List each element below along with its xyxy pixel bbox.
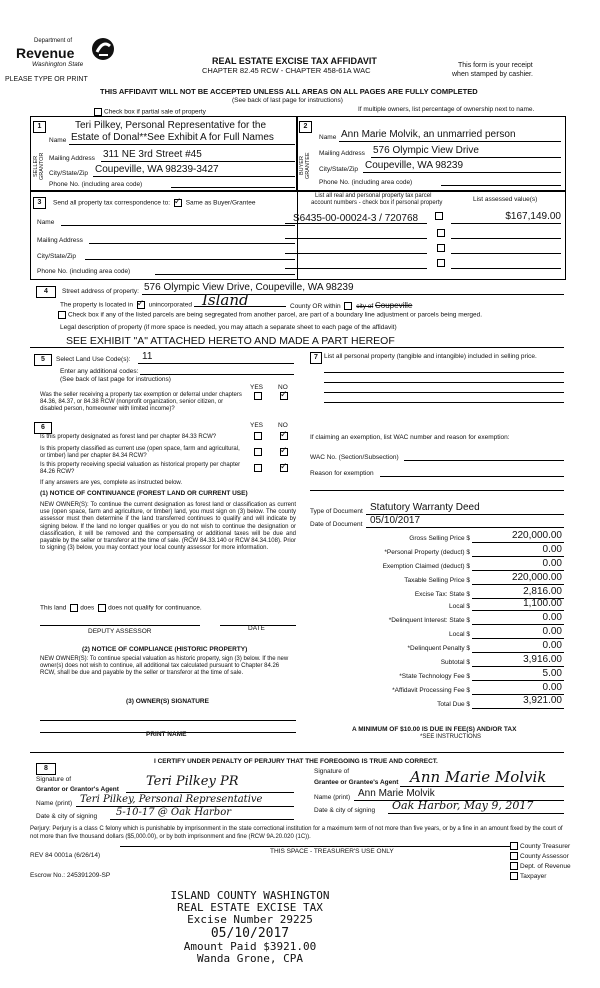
personal-property-checkbox-3[interactable] bbox=[437, 244, 445, 252]
stamp-line: ISLAND COUNTY WASHINGTON bbox=[170, 889, 330, 902]
county-or-within-row bbox=[290, 301, 412, 310]
tax-row-value: 1,100.00 bbox=[523, 598, 562, 609]
county-handwritten: Island bbox=[202, 291, 249, 309]
seller-name-line2: Estate of Donal**See Exhibit A for Full Names bbox=[71, 132, 274, 143]
see-instructions: *SEE INSTRUCTIONS bbox=[420, 734, 482, 740]
county-treasurer-checkbox[interactable] bbox=[510, 842, 518, 850]
tax-row-value: 0.00 bbox=[542, 626, 562, 637]
does-not-checkbox[interactable] bbox=[98, 604, 106, 612]
dor-logo-icon bbox=[90, 36, 116, 62]
stamp-line: Wanda Grone, CPA bbox=[197, 952, 303, 965]
same-as-buyer-checkbox[interactable] bbox=[174, 199, 182, 207]
notice-1-text: NEW OWNER(S): To continue the current designation as forest land or classification as current use (open space, farm and agriculture, or timber) land, you must sign on (3) below. The county assessor must then determine if the land transferred continues to qualify and will indicate by signing below. If the land no longer qualifies or you do not wish to continue the designation or classification, it will be removed and the compensating or additional taxes will be due and payable by the seller or transferor at the time of sale. (RCW 84.33.140 or RCW 84.34.108). Prior to signing (3) below, you may contact your local county assessor for more information. bbox=[40, 502, 296, 552]
partial-sale-row bbox=[92, 108, 206, 116]
additional-codes-label: Enter any additional codes: bbox=[60, 368, 139, 375]
dept-label: Department of bbox=[34, 38, 73, 44]
no-header-5: NO bbox=[278, 384, 288, 391]
seller-city-label: City/State/Zip bbox=[49, 170, 89, 177]
tax-row-value: 3,921.00 bbox=[523, 695, 562, 706]
tax-row-value: 0.00 bbox=[542, 544, 562, 555]
grantor-agent-label: Grantor or Grantor's Agent bbox=[36, 786, 119, 793]
buyer-mailing: 576 Olympic View Drive bbox=[373, 145, 479, 156]
escrow-number: Escrow No.: 245391209-SP bbox=[30, 872, 111, 879]
seller-mailing: 311 NE 3rd Street #45 bbox=[103, 149, 202, 160]
grantor-date-label: Date & city of signing bbox=[36, 813, 98, 820]
send-to-row bbox=[53, 199, 255, 207]
section-number: 3 bbox=[33, 197, 46, 209]
forest-yes-checkbox[interactable] bbox=[254, 432, 262, 440]
located-in-label: The property is located in bbox=[60, 301, 133, 309]
tax-row-label: Excise Tax: State $ bbox=[414, 591, 470, 598]
notice-2-title: (2) NOTICE OF COMPLIANCE (HISTORIC PROPERTY) bbox=[82, 646, 248, 653]
if-yes-note: If any answers are yes, complete as instructed below. bbox=[40, 480, 183, 486]
historic-question: Is this property receiving special valuation as historical property per chapter 84.26 RCW? bbox=[40, 462, 241, 475]
tax-row-label: *Affidavit Processing Fee $ bbox=[392, 687, 470, 694]
current-use-no-checkbox[interactable] bbox=[280, 448, 288, 456]
city-of-label: city of bbox=[356, 303, 374, 310]
buyer-side-label: BUYER GRANTEE bbox=[299, 152, 311, 180]
tax-row-value: 0.00 bbox=[542, 612, 562, 623]
notice-2-text: NEW OWNER(S): To continue special valuation as historic property, sign (3) below. If the new owner(s) does not wish to continue, all additional tax calculated pursuant to Chapter 84.26 RCW, shall be due and payable by the seller or transferor at the time of sale. bbox=[40, 656, 289, 677]
tax-row-value: 0.00 bbox=[542, 640, 562, 651]
stamp-line: Amount Paid $3921.00 bbox=[183, 940, 317, 953]
section-5 bbox=[30, 350, 296, 416]
buyer-name: Ann Marie Molvik, an unmarried person bbox=[341, 129, 516, 140]
land-use-code: 11 bbox=[142, 351, 153, 362]
legal-description: SEE EXHIBIT "A" ATTACHED HERETO AND MADE A PART HEREOF bbox=[66, 335, 395, 347]
partial-sale-label: Check box if partial sale of property bbox=[104, 108, 206, 116]
does-label: does bbox=[80, 604, 95, 612]
segregated-row bbox=[56, 311, 482, 319]
segregated-checkbox[interactable] bbox=[58, 311, 66, 319]
grantee-sig-label: Signature of bbox=[314, 768, 350, 775]
seller-phone-label: Phone No. (including area code) bbox=[49, 181, 143, 188]
exemption-claim-label: If claiming an exemption, list WAC number and reason for exemption: bbox=[310, 434, 510, 441]
taxpayer-checkbox[interactable] bbox=[510, 872, 518, 880]
current-use-yes-checkbox[interactable] bbox=[254, 448, 262, 456]
section-4-number: 4 bbox=[36, 286, 56, 298]
land-use-label: Select Land Use Code(s): bbox=[56, 356, 131, 363]
send-to-label: Send all property tax correspondence to: bbox=[53, 199, 171, 207]
grantee-agent-label: Grantee or Grantee's Agent bbox=[314, 779, 399, 786]
historic-yes-checkbox[interactable] bbox=[254, 464, 262, 472]
grantor-signature: Teri Pilkey PR bbox=[146, 774, 239, 789]
tax-row-value: 0.00 bbox=[542, 558, 562, 569]
land-use-see-back: (See back of last page for instructions) bbox=[60, 376, 171, 383]
grantee-name-label: Name (print) bbox=[314, 794, 351, 801]
treasurer-receipt-stamp bbox=[150, 890, 350, 965]
tax-row-value: 2,816.00 bbox=[523, 586, 562, 597]
seller-name-label: Name bbox=[49, 137, 67, 144]
tax-row-label: Subtotal $ bbox=[440, 659, 470, 666]
corr-city-label: City/State/Zip bbox=[37, 253, 77, 260]
buyer-phone-label: Phone No. (including area code) bbox=[319, 179, 413, 186]
corr-phone-label: Phone No. (including area code) bbox=[37, 268, 131, 275]
county-assessor-label: County Assessor bbox=[520, 853, 569, 860]
taxpayer-label: Taxpayer bbox=[520, 873, 547, 880]
tax-row-label: Taxable Selling Price $ bbox=[404, 577, 470, 584]
parcel-header-1: List all real and personal property tax parcel bbox=[315, 193, 432, 199]
section-number: 6 bbox=[34, 422, 52, 434]
county-assessor-checkbox[interactable] bbox=[510, 852, 518, 860]
street-label: Street address of property: bbox=[62, 288, 139, 295]
exemption-question: Was the seller receiving a property tax exemption or deferral under chapters 84.36, 84.37, or 84.38 RCW (nonprofit organization, senior citizen, or disabled person, homeowner with limited income)? bbox=[40, 392, 242, 412]
receipt-note-1: This form is your receipt bbox=[458, 62, 533, 69]
form-title: REAL ESTATE EXCISE TAX AFFIDAVIT bbox=[212, 56, 377, 66]
buyer-mailing-label: Mailing Address bbox=[319, 150, 365, 157]
grantor-printed-name: Teri Pilkey, Personal Representative bbox=[80, 794, 263, 805]
distribution-checks bbox=[508, 842, 571, 882]
historic-no-checkbox[interactable] bbox=[280, 464, 288, 472]
see-back-text: (See back of last page for instructions) bbox=[232, 97, 343, 104]
wac-label: WAC No. (Section/Subsection) bbox=[310, 454, 399, 461]
segregated-label: Check box if any of the listed parcels are being segregated from another parcel, are part of a boundary line adjustment or parcels being merged. bbox=[68, 311, 483, 319]
dept-revenue-checkbox[interactable] bbox=[510, 862, 518, 870]
tax-row-label: Total Due $ bbox=[437, 701, 470, 708]
does-not-label: does not qualify for continuance. bbox=[108, 604, 202, 612]
date-label: DATE bbox=[248, 625, 265, 632]
please-type: PLEASE TYPE OR PRINT bbox=[5, 76, 88, 83]
legal-desc-label: Legal description of property (if more space is needed, you may attach a separate sheet to each page of the affidavit) bbox=[60, 324, 397, 331]
tax-row-label: *Personal Property (deduct) $ bbox=[384, 549, 470, 556]
perjury-statement: Perjury: Perjury is a class C felony which is punishable by imprisonment in the state correctional institution for a maximum term of not more than five years, or by a fine in an amount fixed by the court of not more than five thousand dollars ($5,000.00), or by both imprisonment and fine (RCW 9A.20.020 (1C)). bbox=[30, 826, 563, 840]
located-row bbox=[60, 301, 192, 309]
deputy-assessor-label: DEPUTY ASSESSOR bbox=[88, 628, 152, 635]
section-7-number: 7 bbox=[310, 352, 322, 364]
exemption-yes-checkbox[interactable] bbox=[254, 392, 262, 400]
no-header-6: NO bbox=[278, 422, 288, 429]
assessed-value: $167,149.00 bbox=[505, 211, 561, 222]
grantee-signature: Ann Marie Molvik bbox=[410, 768, 547, 786]
rev-number: REV 84 0001a (6/26/14) bbox=[30, 852, 101, 859]
county-treasurer-label: County Treasurer bbox=[520, 843, 571, 850]
grantor-name-label: Name (print) bbox=[36, 800, 73, 807]
doc-date: 05/10/2017 bbox=[370, 515, 421, 526]
corr-name-label: Name bbox=[37, 219, 55, 226]
section-1-seller bbox=[30, 116, 298, 192]
tax-row-label: Local $ bbox=[449, 631, 470, 638]
section-8-number: 8 bbox=[36, 763, 56, 775]
multiple-owners-note: If multiple owners, list percentage of ownership next to name. bbox=[358, 106, 535, 113]
reason-label: Reason for exemption bbox=[310, 470, 374, 477]
tax-row-label: Local $ bbox=[449, 603, 470, 610]
tax-row-label: Exemption Claimed (deduct) $ bbox=[382, 563, 470, 570]
tax-row-value: 220,000.00 bbox=[511, 530, 562, 541]
buyer-name-label: Name bbox=[319, 134, 337, 141]
grantee-date-label: Date & city of signing bbox=[314, 807, 376, 814]
unincorporated-label: unincorporated bbox=[148, 301, 192, 309]
section-6 bbox=[30, 420, 296, 740]
seller-city: Coupeville, WA 98239-3427 bbox=[95, 164, 219, 175]
this-land-label: This land bbox=[40, 604, 67, 612]
seller-mailing-label: Mailing Address bbox=[49, 155, 95, 162]
seller-side-label: SELLER GRANTOR bbox=[33, 152, 45, 180]
buyer-city-label: City/State/Zip bbox=[319, 166, 359, 173]
tax-calculation-table bbox=[310, 530, 564, 710]
unincorporated-checkbox[interactable] bbox=[137, 301, 145, 309]
print-name-label: PRINT NAME bbox=[146, 731, 187, 738]
section-2-buyer bbox=[296, 116, 566, 192]
corr-mailing-label: Mailing Address bbox=[37, 237, 83, 244]
doc-date-label: Date of Document bbox=[310, 521, 363, 528]
stamp-line: REAL ESTATE EXCISE TAX bbox=[177, 901, 323, 914]
tax-row-label: *Delinquent Interest: State $ bbox=[388, 617, 470, 624]
revenue-wordmark: Revenue bbox=[16, 45, 75, 61]
section-number: 5 bbox=[34, 354, 52, 366]
yes-header-5: YES bbox=[250, 384, 264, 391]
seller-name-line1: Teri Pilkey, Personal Representative for the bbox=[75, 120, 267, 131]
property-street: 576 Olympic View Drive, Coupeville, WA 98239 bbox=[144, 282, 354, 293]
form-chapter: CHAPTER 82.45 RCW - CHAPTER 458-61A WAC bbox=[202, 66, 371, 75]
tax-row-value: 220,000.00 bbox=[511, 572, 562, 583]
state-label: Washington State bbox=[32, 61, 84, 68]
personal-property-checkbox-4[interactable] bbox=[437, 259, 445, 267]
buyer-city: Coupeville, WA 98239 bbox=[365, 160, 464, 171]
personal-property-label: List all personal property (tangible and intangible) included in selling price. bbox=[324, 353, 537, 360]
tax-row-value: 3,916.00 bbox=[523, 654, 562, 665]
treasurer-use-label: THIS SPACE - TREASURER'S USE ONLY bbox=[270, 848, 394, 855]
certify-statement: I CERTIFY UNDER PENALTY OF PERJURY THAT THE FOREGOING IS TRUE AND CORRECT. bbox=[154, 758, 438, 765]
personal-property-checkbox-2[interactable] bbox=[437, 229, 445, 237]
dor-logo bbox=[10, 36, 130, 80]
city-checkbox[interactable] bbox=[344, 302, 352, 310]
stamp-line: Excise Number 29225 bbox=[187, 913, 313, 926]
section-3-correspondence bbox=[30, 190, 566, 280]
does-checkbox[interactable] bbox=[70, 604, 78, 612]
forest-no-checkbox[interactable] bbox=[280, 432, 288, 440]
parcel-header-2: account numbers - check box if personal property bbox=[311, 200, 443, 206]
city-struck: Coupeville bbox=[375, 301, 413, 310]
partial-sale-checkbox[interactable] bbox=[94, 108, 102, 116]
tax-row-label: *State Technology Fee $ bbox=[399, 673, 470, 680]
receipt-note-2: when stamped by cashier. bbox=[452, 71, 533, 78]
section-number: 2 bbox=[299, 121, 312, 133]
grantee-date-city: Oak Harbor, May 9, 2017 bbox=[392, 799, 534, 812]
forest-question: Is this property designated as forest land per chapter 84.33 RCW? bbox=[40, 434, 217, 440]
this-land-row bbox=[40, 604, 202, 612]
tax-row-label: Gross Selling Price $ bbox=[409, 535, 470, 542]
yes-header-6: YES bbox=[250, 422, 264, 429]
minimum-fee-note: A MINIMUM OF $10.00 IS DUE IN FEE(S) AND/OR TAX bbox=[352, 726, 517, 733]
dept-revenue-label: Dept. of Revenue bbox=[520, 863, 571, 870]
tax-row-value: 5.00 bbox=[542, 668, 562, 679]
county-or-within-label: County OR within bbox=[290, 303, 341, 310]
owner-signature-label: (3) OWNER(S) SIGNATURE bbox=[126, 698, 209, 705]
warning-text: THIS AFFIDAVIT WILL NOT BE ACCEPTED UNLESS ALL AREAS ON ALL PAGES ARE FULLY COMPLETED bbox=[100, 87, 478, 96]
personal-property-checkbox-1[interactable] bbox=[435, 212, 443, 220]
parcel-number: S6435-00-00024-3 / 720768 bbox=[293, 213, 419, 224]
tax-row-label: *Delinquent Penalty $ bbox=[407, 645, 470, 652]
same-as-buyer-label: Same as Buyer/Grantee bbox=[185, 199, 256, 207]
notice-1-title: (1) NOTICE OF CONTINUANCE (FOREST LAND OR CURRENT USE) bbox=[40, 490, 248, 497]
assessed-header: List assessed value(s) bbox=[473, 196, 538, 203]
grantor-sig-label: Signature of bbox=[36, 776, 72, 783]
grantee-printed-name: Ann Marie Molvik bbox=[358, 788, 435, 799]
current-use-question: Is this property classified as current use (open space, farm and agricultural, or timber) land per chapter 84.34 RCW? bbox=[40, 446, 240, 459]
grantor-date-city: 5-10-17 @ Oak Harbor bbox=[116, 807, 231, 818]
doc-type-label: Type of Document bbox=[310, 508, 363, 515]
stamp-line: 05/10/2017 bbox=[210, 926, 290, 941]
tax-row-value: 0.00 bbox=[542, 682, 562, 693]
doc-type: Statutory Warranty Deed bbox=[370, 502, 480, 513]
section-number: 1 bbox=[33, 121, 46, 133]
exemption-no-checkbox[interactable] bbox=[280, 392, 288, 400]
